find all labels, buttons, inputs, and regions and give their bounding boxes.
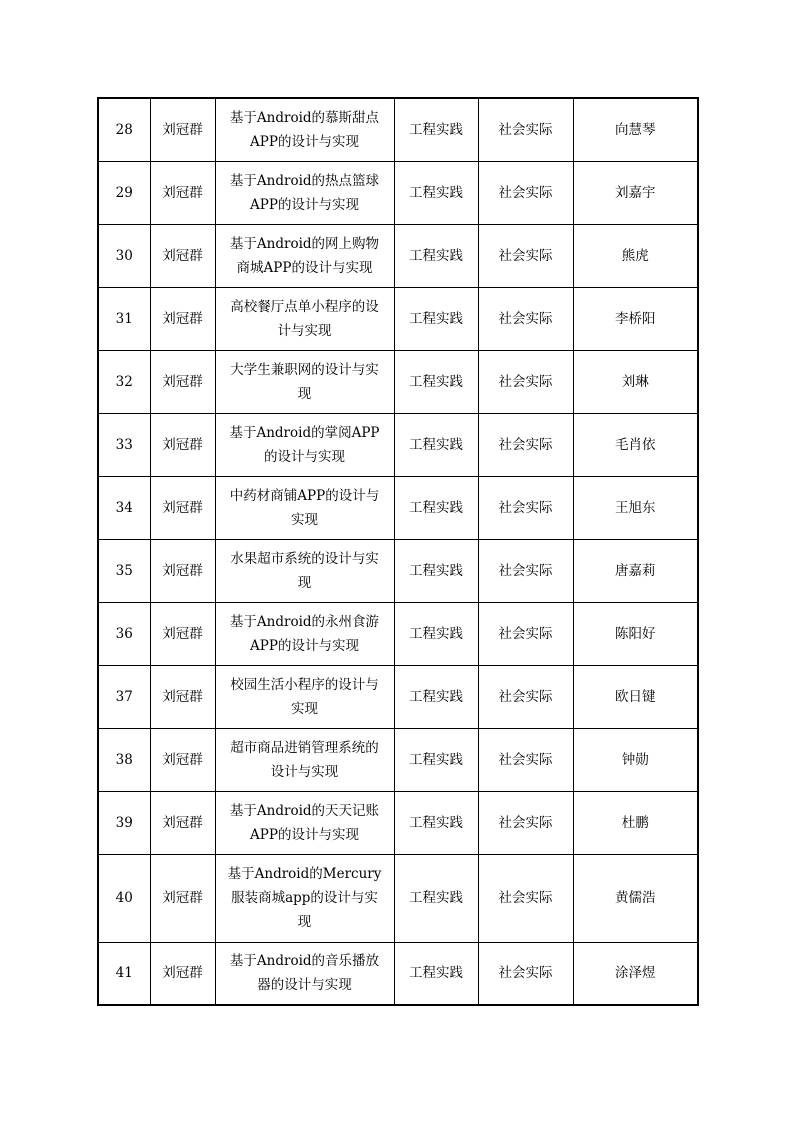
project-source-cell: 社会实际 bbox=[478, 854, 573, 942]
table-body bbox=[98, 98, 698, 1005]
project-source-cell: 社会实际 bbox=[478, 665, 573, 728]
student-cell: 毛肖依 bbox=[573, 413, 698, 476]
project-title-line: APP的设计与实现 bbox=[250, 637, 359, 654]
row-number-cell: 35 bbox=[98, 539, 150, 602]
project-source-cell: 社会实际 bbox=[478, 98, 573, 161]
project-type-cell: 工程实践 bbox=[394, 942, 478, 1005]
student-cell: 黄儒浩 bbox=[573, 854, 698, 942]
teacher-cell: 刘冠群 bbox=[150, 665, 215, 728]
project-title-line: 大学生兼职网的设计与实 bbox=[230, 361, 379, 378]
project-source-cell: 社会实际 bbox=[478, 350, 573, 413]
project-title-line: 现 bbox=[297, 914, 312, 930]
project-title-line: APP的设计与实现 bbox=[250, 133, 359, 150]
project-title-line: 器的设计与实现 bbox=[257, 977, 352, 994]
project-type-cell: 工程实践 bbox=[394, 350, 478, 413]
row-number-cell: 29 bbox=[98, 161, 150, 224]
row-number-cell: 36 bbox=[98, 602, 150, 665]
teacher-cell: 刘冠群 bbox=[150, 791, 215, 854]
project-title-line: 基于Android的永州食游 bbox=[229, 613, 380, 630]
student-cell: 熊虎 bbox=[573, 224, 698, 287]
project-title-cell bbox=[215, 665, 394, 728]
row-number-cell: 37 bbox=[98, 665, 150, 728]
student-cell: 钟勋 bbox=[573, 728, 698, 791]
project-type-cell: 工程实践 bbox=[394, 413, 478, 476]
project-title-line: 中药材商铺APP的设计与 bbox=[229, 487, 380, 504]
student-cell: 陈阳好 bbox=[573, 602, 698, 665]
project-title-line: 服装商城app的设计与实 bbox=[231, 890, 378, 906]
project-title-line: 基于Android的掌阅APP bbox=[229, 424, 380, 441]
project-title-cell bbox=[215, 413, 394, 476]
project-type-cell: 工程实践 bbox=[394, 665, 478, 728]
project-title-line: 超市商品进销管理系统的 bbox=[230, 739, 379, 756]
project-title-line: 的设计与实现 bbox=[264, 448, 345, 465]
table-row bbox=[98, 791, 698, 854]
project-title-line: 基于Android的慕斯甜点 bbox=[229, 109, 380, 126]
project-title-line: 高校餐厅点单小程序的设 bbox=[230, 298, 379, 315]
table-row bbox=[98, 942, 698, 1005]
project-title-line: 水果超市系统的设计与实 bbox=[230, 550, 379, 567]
project-title-line: 基于Android的网上购物 bbox=[229, 235, 380, 252]
project-title-line: 计与实现 bbox=[277, 322, 332, 339]
student-cell: 杜鹏 bbox=[573, 791, 698, 854]
project-title-line: APP的设计与实现 bbox=[250, 826, 359, 843]
table-row bbox=[98, 602, 698, 665]
project-title-cell bbox=[215, 350, 394, 413]
project-title-cell bbox=[215, 602, 394, 665]
teacher-cell: 刘冠群 bbox=[150, 539, 215, 602]
project-source-cell: 社会实际 bbox=[478, 224, 573, 287]
teacher-cell: 刘冠群 bbox=[150, 728, 215, 791]
row-number-cell: 40 bbox=[98, 854, 150, 942]
project-source-cell: 社会实际 bbox=[478, 539, 573, 602]
project-title-line: 现 bbox=[297, 385, 312, 402]
teacher-cell: 刘冠群 bbox=[150, 161, 215, 224]
project-title-cell bbox=[215, 98, 394, 161]
project-title-cell bbox=[215, 476, 394, 539]
row-number-cell: 31 bbox=[98, 287, 150, 350]
project-type-cell: 工程实践 bbox=[394, 539, 478, 602]
project-source-cell: 社会实际 bbox=[478, 791, 573, 854]
teacher-cell: 刘冠群 bbox=[150, 476, 215, 539]
project-source-cell: 社会实际 bbox=[478, 728, 573, 791]
row-number-cell: 33 bbox=[98, 413, 150, 476]
table-row bbox=[98, 665, 698, 728]
project-source-cell: 社会实际 bbox=[478, 287, 573, 350]
project-title-cell bbox=[215, 942, 394, 1005]
project-source-cell: 社会实际 bbox=[478, 476, 573, 539]
project-title-cell bbox=[215, 539, 394, 602]
table-row bbox=[98, 350, 698, 413]
project-type-cell: 工程实践 bbox=[394, 287, 478, 350]
project-title-cell bbox=[215, 791, 394, 854]
teacher-cell: 刘冠群 bbox=[150, 602, 215, 665]
project-type-cell: 工程实践 bbox=[394, 161, 478, 224]
project-title-line: 设计与实现 bbox=[270, 763, 339, 780]
teacher-cell: 刘冠群 bbox=[150, 413, 215, 476]
row-number-cell: 32 bbox=[98, 350, 150, 413]
project-source-cell: 社会实际 bbox=[478, 602, 573, 665]
project-title-cell bbox=[215, 161, 394, 224]
row-number-cell: 38 bbox=[98, 728, 150, 791]
student-cell: 唐嘉莉 bbox=[573, 539, 698, 602]
row-number-cell: 39 bbox=[98, 791, 150, 854]
table-row bbox=[98, 287, 698, 350]
row-number-cell: 41 bbox=[98, 942, 150, 1005]
project-source-cell: 社会实际 bbox=[478, 942, 573, 1005]
teacher-cell: 刘冠群 bbox=[150, 350, 215, 413]
project-title-cell bbox=[215, 854, 394, 942]
project-title-line: 基于Android的Mercury bbox=[227, 866, 382, 882]
teacher-cell: 刘冠群 bbox=[150, 224, 215, 287]
table-row bbox=[98, 161, 698, 224]
table-row bbox=[98, 728, 698, 791]
teacher-cell: 刘冠群 bbox=[150, 854, 215, 942]
project-title-line: 基于Android的天天记账 bbox=[229, 802, 380, 819]
table-row bbox=[98, 224, 698, 287]
project-title-line: 实现 bbox=[291, 700, 318, 717]
project-title-line: 基于Android的音乐播放 bbox=[229, 953, 380, 970]
student-cell: 刘嘉宇 bbox=[573, 161, 698, 224]
project-type-cell: 工程实践 bbox=[394, 476, 478, 539]
project-source-cell: 社会实际 bbox=[478, 413, 573, 476]
table-row bbox=[98, 476, 698, 539]
project-title-line: 实现 bbox=[291, 511, 318, 528]
project-type-cell: 工程实践 bbox=[394, 602, 478, 665]
project-title-cell bbox=[215, 287, 394, 350]
table-row bbox=[98, 854, 698, 942]
project-type-cell: 工程实践 bbox=[394, 224, 478, 287]
project-type-cell: 工程实践 bbox=[394, 98, 478, 161]
project-title-line: 校园生活小程序的设计与 bbox=[230, 676, 379, 693]
teacher-cell: 刘冠群 bbox=[150, 287, 215, 350]
student-cell: 刘琳 bbox=[573, 350, 698, 413]
student-cell: 李桥阳 bbox=[573, 287, 698, 350]
student-cell: 欧日键 bbox=[573, 665, 698, 728]
teacher-cell: 刘冠群 bbox=[150, 98, 215, 161]
student-cell: 向慧琴 bbox=[573, 98, 698, 161]
project-source-cell: 社会实际 bbox=[478, 161, 573, 224]
table-row bbox=[98, 539, 698, 602]
project-title-line: 现 bbox=[297, 574, 312, 591]
table-row bbox=[98, 98, 698, 161]
student-cell: 王旭东 bbox=[573, 476, 698, 539]
student-cell: 涂泽煜 bbox=[573, 942, 698, 1005]
project-title-cell bbox=[215, 728, 394, 791]
row-number-cell: 28 bbox=[98, 98, 150, 161]
project-title-line: 基于Android的热点篮球 bbox=[229, 172, 380, 189]
project-title-cell bbox=[215, 224, 394, 287]
table-row bbox=[98, 413, 698, 476]
row-number-cell: 30 bbox=[98, 224, 150, 287]
project-title-line: 商城APP的设计与实现 bbox=[236, 259, 373, 276]
row-number-cell: 34 bbox=[98, 476, 150, 539]
project-type-cell: 工程实践 bbox=[394, 791, 478, 854]
teacher-cell: 刘冠群 bbox=[150, 942, 215, 1005]
project-table bbox=[97, 97, 699, 1006]
project-title-line: APP的设计与实现 bbox=[250, 196, 359, 213]
project-type-cell: 工程实践 bbox=[394, 854, 478, 942]
project-type-cell: 工程实践 bbox=[394, 728, 478, 791]
